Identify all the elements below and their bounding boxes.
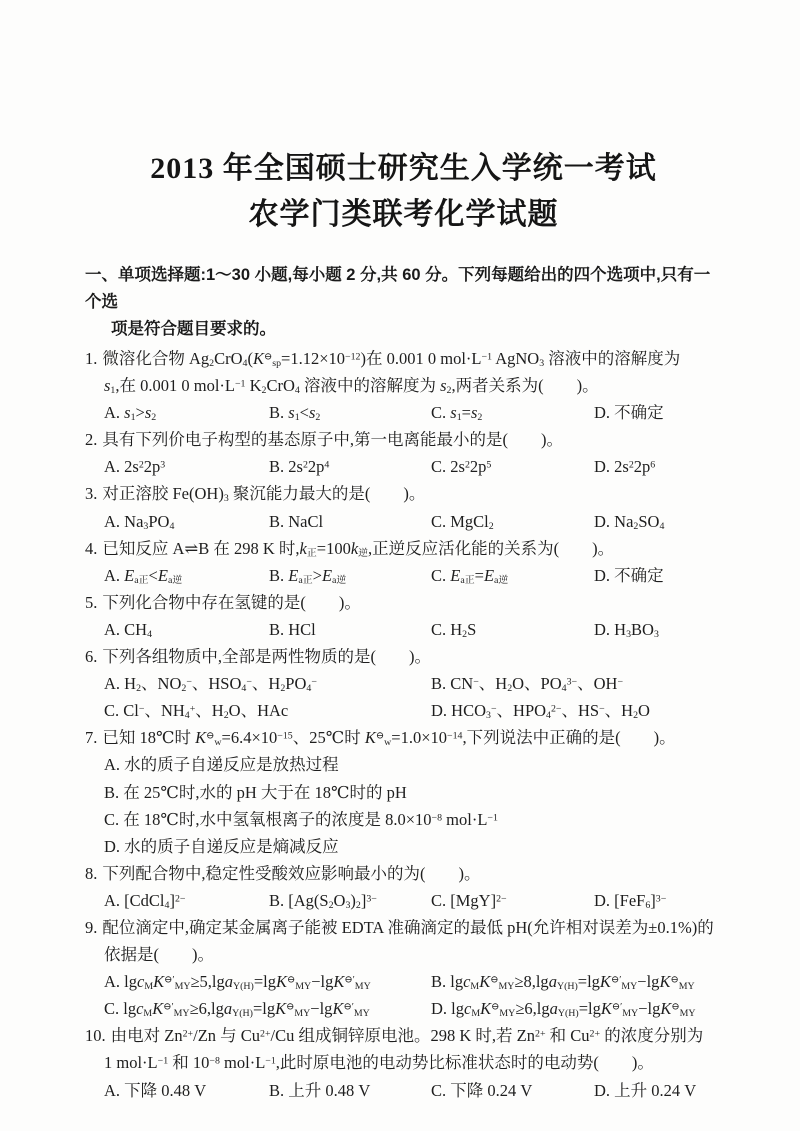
question-number: 6.: [85, 647, 98, 667]
option-B: B. $E_{a正}>E_{a逆}$: [269, 565, 347, 586]
option-D: D. $[FeF_6]^{3-}$: [594, 890, 667, 912]
question-number: 1.: [85, 349, 98, 368]
option-C: C. $H_2S$: [431, 619, 477, 641]
options-row: [85, 670, 722, 697]
option-C: C. $\lg c_MK^{⊖'}_{MY}\ge 6,\lg a_{Y(H)}=\lg K^⊖_{MY}-\lg K^{⊖'}_{MY}$: [104, 999, 370, 1020]
section-header-line1: 一、单项选择题:1～30 小题,每小题 2 分,共 60 分。下列每题给出的四个选项中,只有一个选: [85, 266, 711, 311]
question-stem-text: 由电对 $Zn^{2+}/Zn$ 与 $Cu^{2+}/Cu$ 组成铜锌原电池。298 K 时,若 $Zn^{2+}$ 和 $Cu^{2+}$ 的浓度分别为: [110, 1026, 704, 1046]
option-A: A. $s_1>s_2$: [104, 403, 157, 424]
question-7: [85, 724, 722, 859]
question-stem-line: 依据是( )。: [104, 945, 214, 965]
question-8: [85, 860, 722, 914]
question-stem-line: [85, 914, 722, 941]
question-number: 2.: [85, 430, 98, 450]
question-number: 4.: [85, 538, 98, 558]
option-B: B. $\lg c_MK^⊖_{MY}\ge 8,\lg a_{Y(H)}=\lg K^{⊖'}_{MY}-\lg K^⊖_{MY}$: [431, 972, 695, 993]
option-D: D. $Na_2SO_4$: [594, 511, 665, 532]
options-row: [85, 697, 722, 724]
option-B: B. NaCl: [269, 511, 324, 531]
question-stem-text: 具有下列价电子构型的基态原子中,第一电离能最小的是( )。: [102, 430, 563, 450]
question-10: [85, 1022, 722, 1103]
question-stem-line: [85, 426, 722, 453]
option-C: C. [MgY]$^{2-}$: [431, 890, 507, 910]
question-stem-line: [85, 724, 722, 751]
question-4: [85, 535, 722, 589]
section-header-line2: 项是符合题目要求的。: [111, 320, 276, 338]
exam-title: [85, 146, 722, 238]
exam-title-line1: 2013 年全国硕士研究生入学统一考试: [150, 152, 657, 185]
option-D: D. $H_3BO_3$: [594, 619, 659, 641]
question-1: [85, 345, 722, 426]
option-D: D. $HCO_3^-$、$HPO_4^{2-}$、HS−、$H_2O$: [431, 701, 650, 722]
option-C: C. $s_1=s_2$: [431, 403, 483, 424]
question-9: [85, 914, 722, 1022]
options-row: [85, 995, 722, 1022]
option-C: C. $2s^22p^5$: [431, 457, 492, 477]
question-stem-line: [85, 345, 722, 372]
options-row: [85, 887, 722, 914]
question-5: [85, 589, 722, 643]
option-C: C. $E_{a正}=E_{a逆}$: [431, 565, 509, 586]
option-B: B. $[Ag(S_2O_3)_2]^{3-}$: [269, 890, 377, 912]
option-D: D. $2s^22p^6$: [594, 457, 656, 477]
options-row: [85, 1077, 722, 1104]
question-stem-line: 1 $mol\cdot L^{-1}$ 和 $10^{-8}$ $mol\cdot L^{-1}$,此时原电池的电动势比标准状态时的电动势( )。: [104, 1053, 654, 1073]
question-stem-line: $s_1$,在 0.001 0 $mol\cdot L^{-1}$ $K_2CrO_4$ 溶液中的溶解度为 $s_2$,两者关系为( )。: [104, 376, 599, 397]
option-A: A. $2s^22p^3$: [104, 457, 166, 477]
question-3: [85, 480, 722, 534]
question-number: 8.: [85, 863, 98, 883]
section-header: [85, 262, 722, 343]
option-A: A. [CdCl$_4$]$^{2-}$: [104, 890, 186, 912]
questions: [85, 345, 722, 1104]
option-A: A. $Na_3PO_4$: [104, 511, 175, 532]
option-C: C. MgCl$_2$: [431, 511, 494, 532]
option-D: D. 上升 0.24 V: [594, 1080, 697, 1100]
option-B: B. CN−、$H_2O$、$PO_4^{3-}$、OH−: [431, 674, 624, 695]
question-6: [85, 643, 722, 724]
option-B: B. 上升 0.48 V: [269, 1080, 371, 1100]
option-B: B. 在 25℃时,水的 pH 大于在 18℃时的 pH: [104, 782, 407, 802]
option-B: B. $s_1<s_2$: [269, 403, 321, 424]
option-C: C. Cl−、$NH_4^+$、$H_2O$、HAc: [104, 701, 289, 722]
question-stem-text: 对正溶胶 $Fe(OH)_3$ 聚沉能力最大的是( )。: [102, 484, 426, 505]
question-number: 5.: [85, 592, 98, 612]
question-stem-line: [85, 643, 722, 670]
option-D: D. 不确定: [594, 403, 664, 423]
question-2: [85, 426, 722, 480]
question-number: 7.: [85, 728, 98, 748]
question-number: 3.: [85, 484, 98, 504]
options-row: [85, 399, 722, 426]
question-stem-text: 下列配合物中,稳定性受酸效应影响最小的为( )。: [102, 863, 481, 883]
option-A: A. $CH_4$: [104, 619, 153, 641]
question-stem-text: 配位滴定中,确定某金属离子能被 EDTA 准确滴定的最低 pH(允许相对误差为±0.1%)的: [102, 917, 714, 937]
options-row: [85, 508, 722, 535]
option-A: A. 水的质子自递反应是放热过程: [104, 755, 339, 775]
options-row: [85, 968, 722, 995]
option-A: A. $H_2$、$NO_2^-$、$HSO_4^-$、$H_2PO_4^-$: [104, 674, 317, 695]
question-stem-line: [85, 480, 722, 507]
options-row: [85, 562, 722, 589]
question-stem-text: 下列化合物中存在氢键的是( )。: [102, 592, 361, 612]
question-stem-line: [85, 589, 722, 616]
question-stem-text: 微溶化合物 $Ag_2CrO_4(K^⊖_{sp}=1.12\times 10^{-12})$在 0.001 0 $mol\cdot L^{-1}$ AgNO$_3$ 溶液中的溶解度为: [102, 349, 681, 370]
question-stem-line: [85, 535, 722, 562]
option-B: B. HCl: [269, 619, 316, 639]
question-number: 9.: [85, 917, 98, 937]
option-D: D. $\lg c_MK^⊖_{MY}\ge 6,\lg a_{Y(H)}=\lg K^{⊖'}_{MY}-\lg K^⊖_{MY}$: [431, 999, 696, 1020]
option-A: A. $E_{a正}<E_{a逆}$: [104, 565, 183, 586]
question-stem-line: [85, 1022, 722, 1049]
question-stem-text: 已知反应 A⇌B 在 298 K 时$,k_正=100k_逆$,正逆反应活化能的关系为( )。: [102, 538, 615, 559]
option-C: C. 下降 0.24 V: [431, 1080, 533, 1100]
question-stem-line: [85, 860, 722, 887]
question-number: 10.: [85, 1026, 106, 1046]
option-A: A. $\lg c_MK^{⊖'}_{MY}\ge 5,\lg a_{Y(H)}=\lg K^⊖_{MY}-\lg K^{⊖'}_{MY}$: [104, 972, 371, 993]
exam-title-line2: 农学门类联考化学试题: [248, 198, 559, 231]
options-row: [85, 616, 722, 643]
options-row: [85, 453, 722, 480]
question-stem-text: 已知 18℃时 $K^⊖_w=6.4\times 10^{-15}$、25℃时 $K^⊖_w=1.0\times 10^{-14}$,下列说法中正确的是( )。: [102, 728, 676, 749]
option-A: A. 下降 0.48 V: [104, 1080, 207, 1100]
option-D: D. 不确定: [594, 565, 664, 585]
option-C: C. 在 18℃时,水中氢氧根离子的浓度是 $8.0\times 10^{-8}$ $mol\cdot L^{-1}$: [104, 809, 498, 829]
option-B: B. $2s^22p^4$: [269, 457, 330, 477]
question-stem-text: 下列各组物质中,全部是两性物质的是( )。: [102, 647, 431, 667]
option-D: D. 水的质子自递反应是熵减反应: [104, 836, 339, 856]
